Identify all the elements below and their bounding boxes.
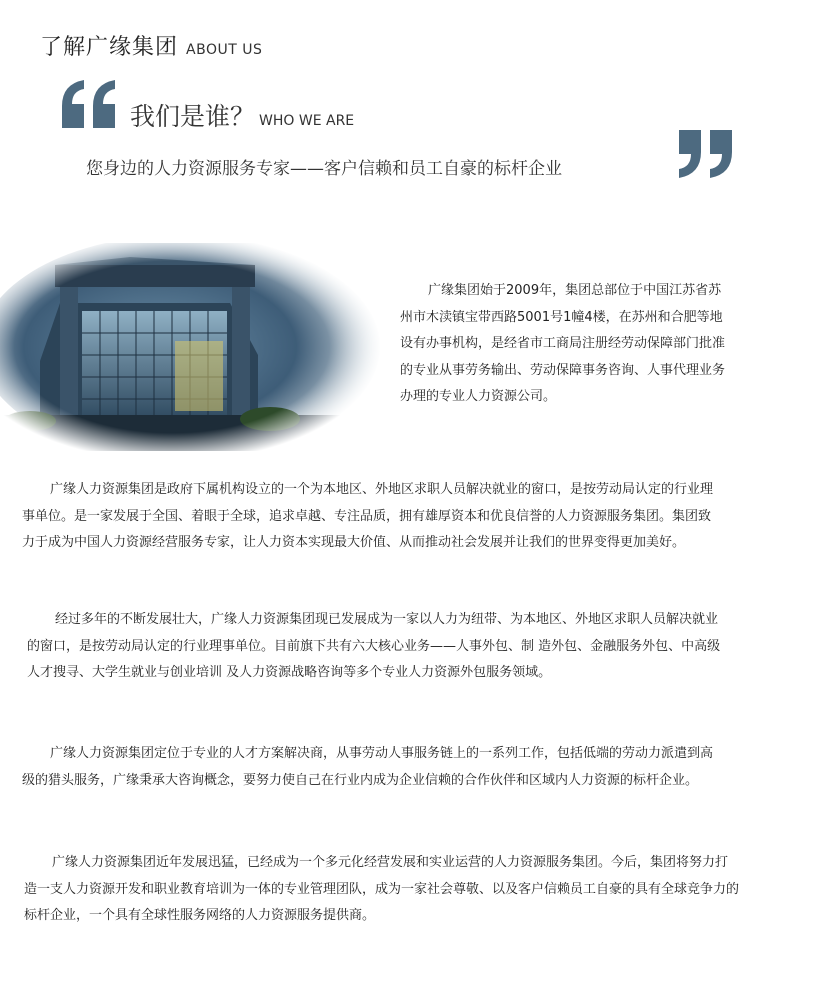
- paragraph-2: [27, 607, 727, 687]
- paragraph-text: 广缘人力资源集团定位于专业的人才方案解决商，从事劳动人事服务链上的一系列工作，包括低端的劳动力派遣到高级的猎头服务，广缘秉承大咨询概念，要努力使自己在行业内成为企业信赖的合作伙伴和区域内人力资源的标杆企业。: [22, 746, 714, 788]
- slogan: 您身边的人力资源服务专家——客户信赖和员工自豪的标杆企业: [86, 159, 562, 179]
- paragraph-text: 广缘人力资源集团近年发展迅猛，已经成为一个多元化经营发展和实业运营的人力资源服务集团。今后，集团将努力打造一支人力资源开发和职业教育培训为一体的专业管理团队，成为一家社会尊敬、以及客户信赖员工自豪的具有全球竞争力的标杆企业，一个具有全球性服务网络的人力资源服务提供商。: [24, 855, 740, 923]
- who-we-are-title-en: WHO WE ARE: [259, 113, 355, 129]
- paragraph-text: 经过多年的不断发展壮大，广缘人力资源集团现已发展成为一家以人力为纽带、为本地区、外地区求职人员解决就业的窗口，是按劳动局认定的行业理事单位。目前旗下共有六大核心业务——人事外包、制 造外包、金融服务外包、中高级人才搜寻、大学生就业与创业培训 及人力资源战略咨询等多个专业人力资源外包服务领域。: [27, 612, 721, 680]
- paragraph-text: 广缘人力资源集团是政府下属机构设立的一个为本地区、外地区求职人员解决就业的窗口，是按劳动局认定的行业理事单位。是一家发展于全国、着眼于全球，追求卓越、专注品质，拥有雄厚资本和优良信誉的人力资源服务集团。集团致力于成为中国人力资源经营服务专家，让人力资本实现最大价值、从而推动社会发展并让我们的世界变得更加美好。: [22, 482, 714, 550]
- intro-paragraph: 广缘集团始于2009年，集团总部位于中国江苏省苏州市木渎镇宝带西路5001号1幢4楼，在苏州和合肥等地设有办事机构，是经省市工商局注册经劳动保障部门批准的专业从事劳务输出、劳动保障事务咨询、人事代理业务办理的专业人力资源公司。: [400, 283, 726, 404]
- paragraph-4: [24, 850, 739, 930]
- close-quote-icon: [676, 130, 734, 180]
- paragraph-1: [22, 477, 722, 557]
- page-title-en: ABOUT US: [186, 42, 263, 58]
- page-title-cn: 了解广缘集团: [40, 35, 179, 60]
- paragraph-3: [22, 741, 722, 794]
- building-image: [0, 243, 382, 451]
- page-title: [40, 30, 262, 61]
- who-we-are-title: 我们是谁？: [130, 102, 256, 131]
- intro-text: [400, 278, 730, 411]
- who-we-are-heading: [130, 97, 354, 133]
- open-quote-icon: [60, 80, 118, 130]
